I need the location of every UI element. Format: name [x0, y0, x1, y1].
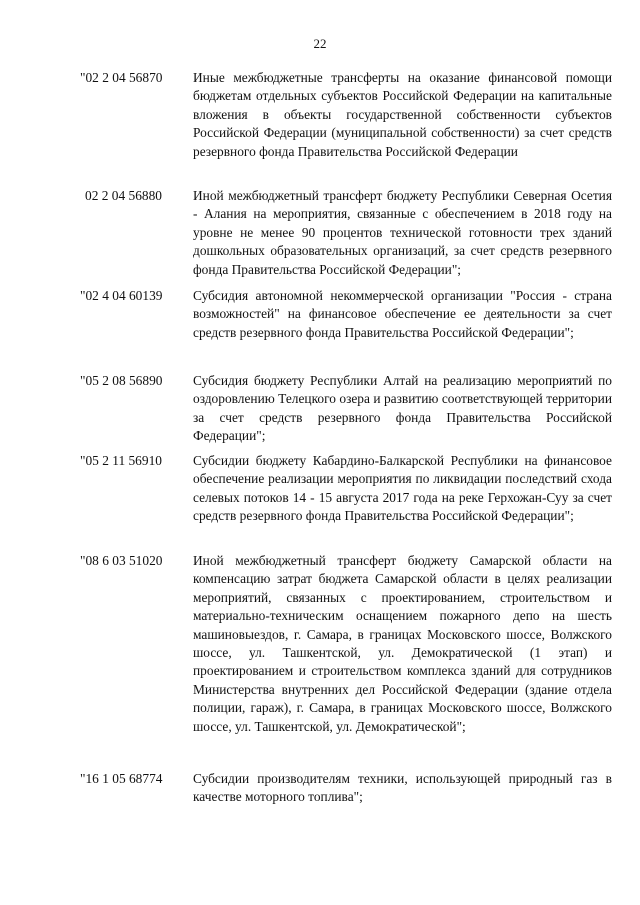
budget-code: "02 4 04 60139 — [80, 288, 163, 303]
budget-entry-1 — [80, 69, 612, 161]
budget-code: "08 6 03 51020 — [80, 553, 163, 568]
budget-entry-3 — [80, 287, 612, 342]
budget-description: Иной межбюджетный трансферт бюджету Республики Северная Осетия - Алания на мероприятия, связанные с обеспечением в 2018 году на уровне не менее 90 процентов технической готовности трех зданий дошкольных образовательных организаций, за счет средств резервного фонда Правительства Российской Федерации"; — [193, 188, 612, 277]
budget-code: "05 2 11 56910 — [80, 453, 162, 468]
budget-entry-6 — [80, 552, 612, 736]
budget-description: Иной межбюджетный трансферт бюджету Самарской области на компенсацию затрат бюджета Самарской области в целях реализации мероприятий, связанных с проектированием, строительством и материально-техническим оснащением пожарного депо на шесть машиновыездов, г. Самара, в границах Московского шоссе, Волжского шоссе, ул. Ташкентской, ул. Демократической (1 этап) и проектированием и строительством комплекса зданий для сотрудников Министерства внутренних дел Российской Федерации (здание отдела полиции, гараж), г. Самара, в границах Московского шоссе, Волжского шоссе, ул. Ташкентской, ул. Демократической"; — [193, 553, 612, 734]
budget-entry-7 — [80, 770, 612, 807]
budget-description: Субсидия бюджету Республики Алтай на реализацию мероприятий по оздоровлению Телецкого озера и развитию соответствующей территории за счет средств резервного фонда Правительства Российской Федерации"; — [193, 373, 612, 444]
budget-description: Иные межбюджетные трансферты на оказание финансовой помощи бюджетам отдельных субъектов Российской Федерации на капитальные вложения в объекты государственной собственности субъектов Российской Федерации (муниципальной собственности) за счет средств резервного фонда Правительства Российской Федерации — [193, 70, 612, 159]
budget-description: Субсидия автономной некоммерческой организации "Россия - страна возможностей" на финансовое обеспечение ее деятельности за счет средств резервного фонда Правительства Российской Федерации"; — [193, 288, 612, 340]
budget-entry-4 — [80, 372, 612, 446]
budget-description: Субсидии производителям техники, использующей природный газ в качестве моторного топлива"; — [193, 771, 612, 805]
budget-description: Субсидии бюджету Кабардино-Балкарской Республики на финансовое обеспечение реализации мероприятия по ликвидации последствий схода селевых потоков 14 - 15 августа 2017 года на реке Герхожан-Суу за счет средств резервного фонда Правительства Российской Федерации"; — [193, 453, 612, 524]
budget-entry-5 — [80, 452, 612, 526]
budget-entry-2 — [80, 187, 612, 279]
budget-code: "05 2 08 56890 — [80, 373, 163, 388]
budget-code: 02 2 04 56880 — [85, 188, 162, 203]
budget-code: "16 1 05 68774 — [80, 771, 163, 786]
page-number: 22 — [313, 36, 327, 51]
budget-code: "02 2 04 56870 — [80, 70, 163, 85]
